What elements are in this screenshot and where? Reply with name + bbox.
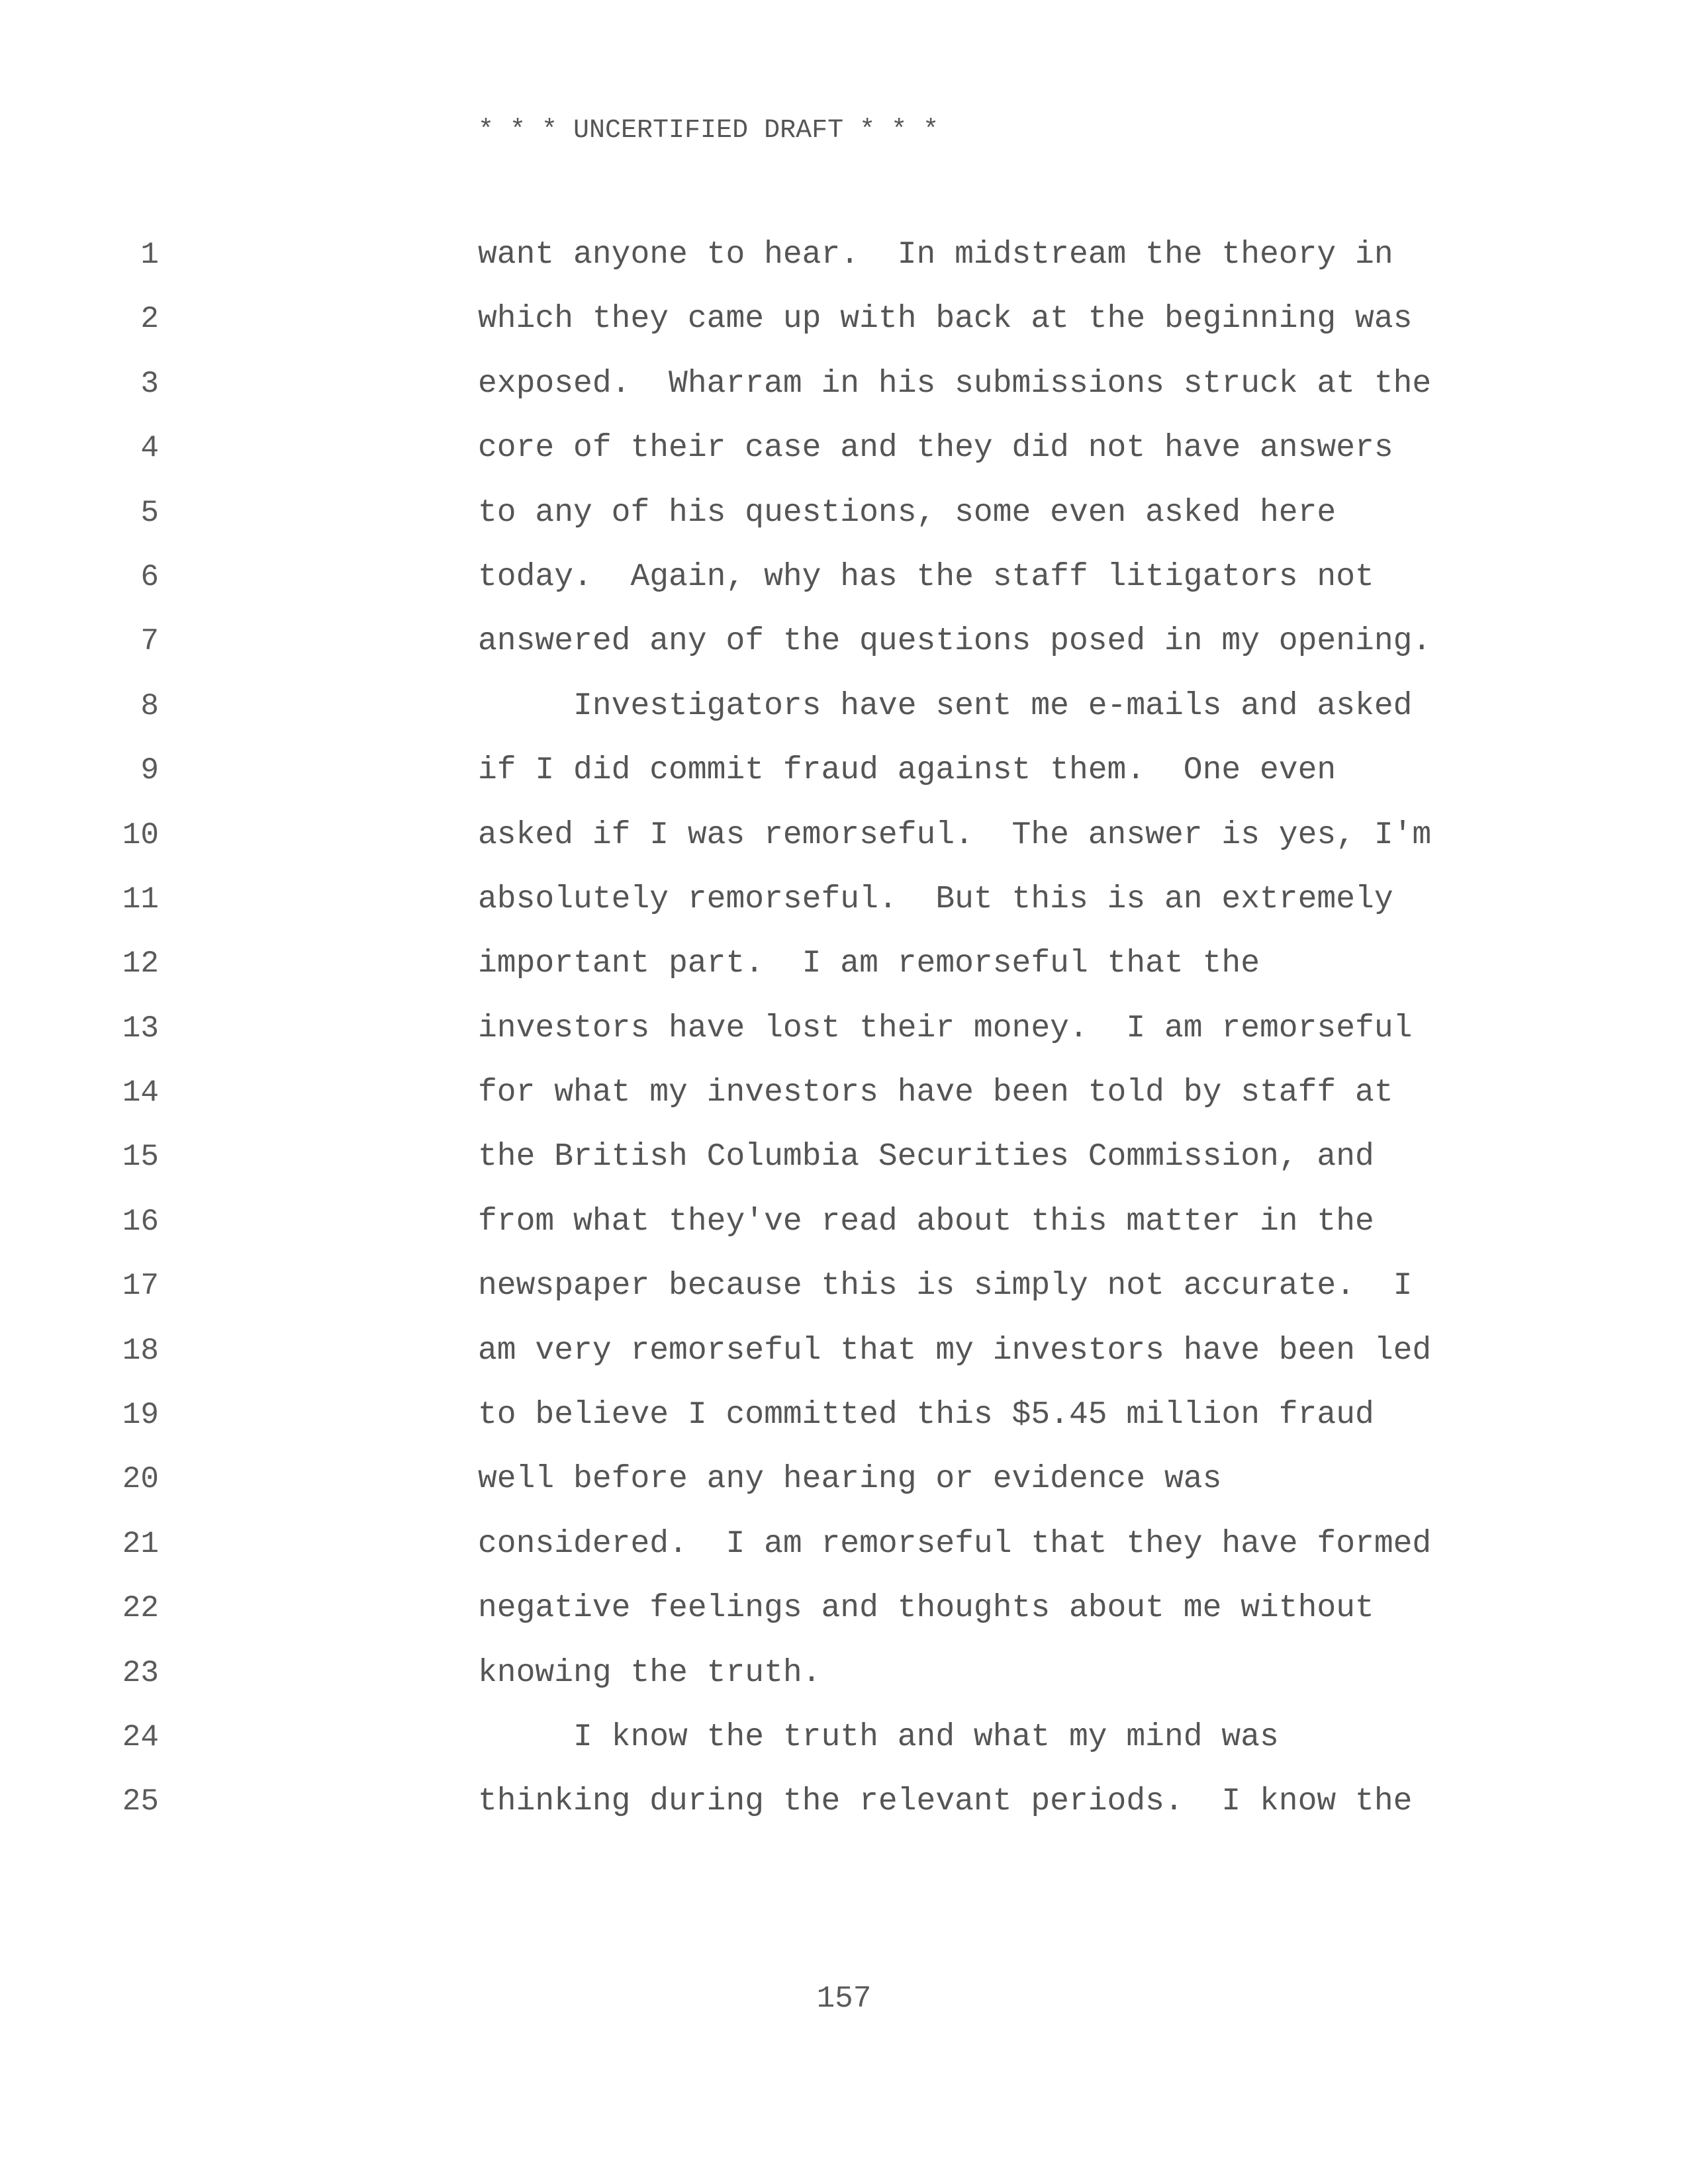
line-text: knowing the truth.	[478, 1655, 821, 1691]
line-text: from what they've read about this matter in the	[478, 1203, 1374, 1240]
line-text: for what my investors have been told by staff at	[478, 1075, 1393, 1111]
line-text: thinking during the relevant periods. I know the	[478, 1784, 1413, 1820]
line-number: 11	[122, 882, 159, 917]
line-text: answered any of the questions posed in my opening.	[478, 623, 1432, 660]
transcript-line	[0, 815, 1688, 880]
line-text: today. Again, why has the staff litigators not	[478, 559, 1374, 595]
line-number: 10	[122, 817, 159, 852]
line-text: exposed. Wharram in his submissions struck at the	[478, 365, 1432, 402]
line-number: 24	[122, 1719, 159, 1754]
line-text: Investigators have sent me e-mails and asked	[478, 688, 1413, 724]
transcript-line	[0, 1588, 1688, 1653]
transcript-line	[0, 751, 1688, 815]
line-number: 2	[140, 302, 159, 337]
transcript-line	[0, 364, 1688, 428]
transcript-line	[0, 621, 1688, 686]
line-text: core of their case and they did not have answers	[478, 430, 1393, 467]
transcript-line	[0, 1137, 1688, 1201]
line-text: which they came up with back at the beginning was	[478, 301, 1413, 338]
transcript-line	[0, 1653, 1688, 1717]
line-number: 14	[122, 1075, 159, 1111]
line-text: asked if I was remorseful. The answer is yes, I'm	[478, 817, 1432, 853]
line-number: 7	[140, 624, 159, 659]
transcript-line	[0, 686, 1688, 751]
line-number: 16	[122, 1204, 159, 1239]
line-number: 6	[140, 559, 159, 594]
transcript-line	[0, 235, 1688, 299]
line-number: 9	[140, 753, 159, 788]
line-number: 21	[122, 1526, 159, 1561]
line-text: to any of his questions, some even asked here	[478, 494, 1336, 531]
transcript-line	[0, 1009, 1688, 1073]
line-number: 12	[122, 946, 159, 981]
draft-header: * * * UNCERTIFIED DRAFT * * *	[478, 116, 939, 146]
transcript-line	[0, 1717, 1688, 1782]
line-text: am very remorseful that my investors have been led	[478, 1332, 1432, 1369]
transcript-line	[0, 1524, 1688, 1588]
transcript-line	[0, 493, 1688, 557]
transcript-line	[0, 1395, 1688, 1459]
line-number: 19	[122, 1398, 159, 1433]
transcript-line	[0, 880, 1688, 944]
line-number: 22	[122, 1591, 159, 1626]
transcript-line	[0, 299, 1688, 363]
line-number: 8	[140, 688, 159, 723]
transcript-line	[0, 557, 1688, 621]
line-number: 23	[122, 1655, 159, 1690]
line-number: 25	[122, 1784, 159, 1819]
line-number: 3	[140, 366, 159, 401]
line-text: newspaper because this is simply not accurate. I	[478, 1268, 1413, 1304]
line-text: considered. I am remorseful that they have formed	[478, 1525, 1432, 1562]
transcript-line	[0, 1782, 1688, 1846]
transcript-line	[0, 944, 1688, 1008]
line-text: want anyone to hear. In midstream the theory in	[478, 237, 1393, 273]
page-number: 157	[816, 1981, 872, 2016]
line-number: 20	[122, 1462, 159, 1497]
transcript-line	[0, 1459, 1688, 1524]
transcript-body	[0, 235, 1688, 1846]
line-text: negative feelings and thoughts about me without	[478, 1590, 1374, 1627]
line-text: important part. I am remorseful that the	[478, 946, 1260, 982]
line-number: 1	[140, 238, 159, 272]
transcript-line	[0, 1266, 1688, 1330]
line-number: 4	[140, 431, 159, 466]
line-text: I know the truth and what my mind was	[478, 1719, 1279, 1755]
line-text: investors have lost their money. I am remorseful	[478, 1010, 1413, 1046]
line-number: 15	[122, 1140, 159, 1175]
line-number: 18	[122, 1333, 159, 1368]
transcript-line	[0, 1331, 1688, 1395]
line-text: to believe I committed this $5.45 million fraud	[478, 1397, 1374, 1433]
line-number: 5	[140, 495, 159, 530]
line-text: absolutely remorseful. But this is an extremely	[478, 881, 1393, 917]
line-number: 13	[122, 1011, 159, 1046]
line-text: if I did commit fraud against them. One even	[478, 752, 1336, 789]
line-number: 17	[122, 1269, 159, 1304]
transcript-line	[0, 1073, 1688, 1137]
transcript-line	[0, 428, 1688, 492]
line-text: the British Columbia Securities Commission, and	[478, 1139, 1374, 1175]
transcript-line	[0, 1202, 1688, 1266]
line-text: well before any hearing or evidence was	[478, 1461, 1222, 1498]
